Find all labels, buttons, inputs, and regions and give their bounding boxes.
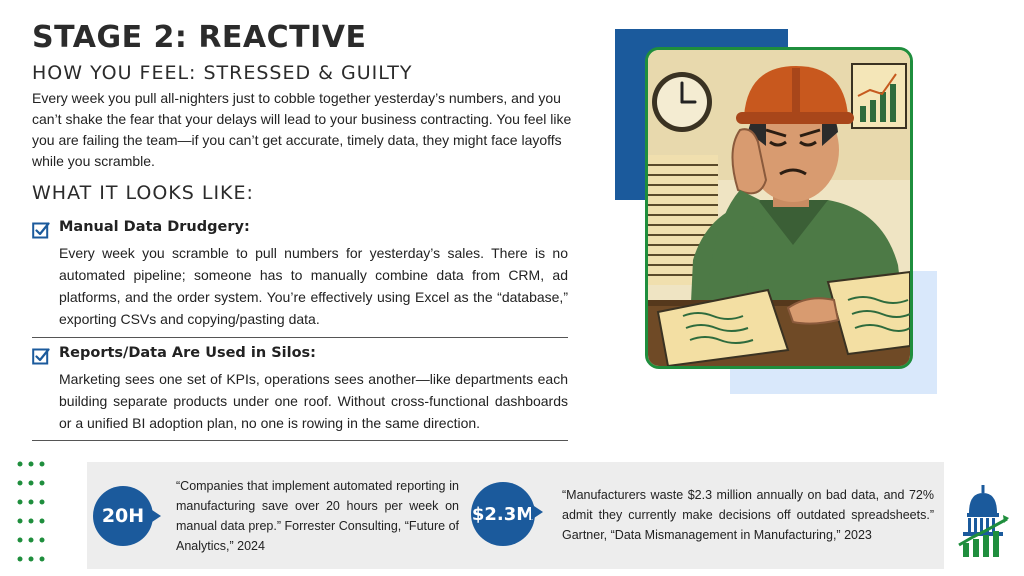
- item-title: Manual Data Drudgery:: [59, 219, 250, 235]
- stressed-worker-illustration: [645, 47, 913, 369]
- feel-heading: HOW YOU FEEL: STRESSED & GUILTY: [32, 62, 413, 84]
- looks-heading: WHAT IT LOOKS LIKE:: [32, 182, 254, 204]
- checkbox-icon: [32, 347, 50, 365]
- capitol-growth-logo: [955, 485, 1011, 559]
- divider: [32, 337, 568, 338]
- feel-body: Every week you pull all-nighters just to cobble together yesterday’s numbers, and you can’t shake the fear that your delays will lead to your business contracting. You feel like you are failing the team—if you can’t get accurate, timely data, they might face layoffs while you scramble.: [32, 90, 572, 169]
- stat-badge: 20H: [93, 486, 153, 546]
- divider: [32, 440, 568, 441]
- item-text: Marketing sees one set of KPIs, operations sees another—like departments each building separate products under one roof. Without cross-functional dashboards or a unified BI adoption plan, no one is rowing in the same direction.: [59, 371, 568, 431]
- wall-chart-icon: [852, 64, 906, 128]
- item-title: Reports/Data Are Used in Silos:: [59, 345, 316, 361]
- stat-quote: “Companies that implement automated reporting in manufacturing save over 20 hours per week on manual data prep.” Forrester Consulting, “Future of Analytics,” 2024: [176, 479, 459, 553]
- stat-quote: “Manufacturers waste $2.3 million annually on bad data, and 72% admit they currently make decisions off outdated spreadsheets.” Gartner, “Data Mismanagement in Manufacturing,” 2023: [562, 488, 934, 542]
- page-title: STAGE 2: REACTIVE: [32, 20, 367, 55]
- clock-icon: [652, 72, 712, 132]
- dot-grid-decoration: [17, 461, 51, 563]
- stat-badge: $2.3M: [471, 482, 535, 546]
- item-text: Every week you scramble to pull numbers for yesterday’s sales. There is no automated pipeline; someone has to manually combine data from CRM, ad platforms, and the order system. You’re effectively using Excel as the “database,” exporting CSVs and copying/pasting data.: [59, 245, 568, 327]
- checkbox-icon: [32, 221, 50, 239]
